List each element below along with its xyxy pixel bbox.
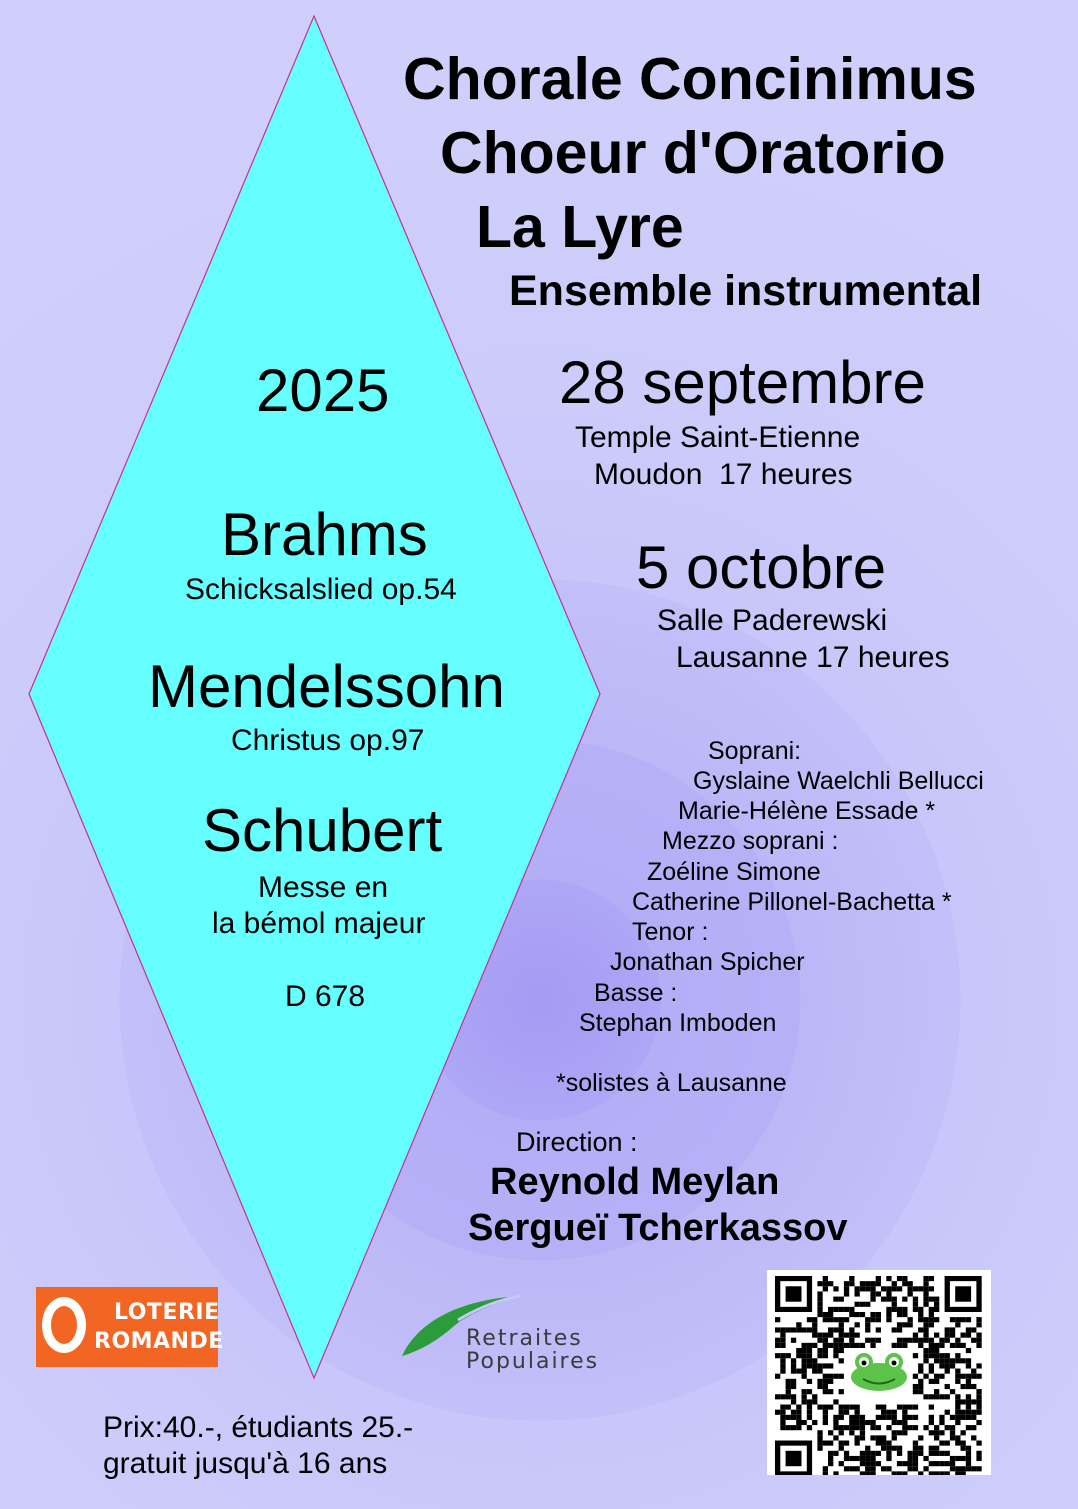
soloist-line: Soprani: [708, 737, 802, 765]
loterie-romande-logo [36, 1287, 224, 1367]
composer-mendelssohn: Mendelssohn [148, 653, 505, 720]
concert-place-1: Moudon 17 heures [594, 458, 853, 491]
direction-label: Direction : [516, 1127, 638, 1157]
concert-place-2: Lausanne 17 heures [676, 641, 950, 674]
qr-code-icon[interactable] [767, 1270, 991, 1475]
work-brahms: Schicksalslied op.54 [185, 573, 457, 606]
soloist-line: Stephan Imboden [579, 1009, 777, 1037]
frog-icon [851, 1353, 907, 1391]
choir-title-2: Choeur d'Oratorio [440, 120, 946, 186]
choir-title-1: Chorale Concinimus [403, 46, 977, 112]
year: 2025 [256, 357, 390, 424]
director-2: Sergueï Tcherkassov [468, 1207, 848, 1249]
loterie-text-2: ROMANDE [94, 1329, 224, 1354]
choir-title-3: La Lyre [476, 194, 684, 260]
soloist-line: Gyslaine Waelchli Bellucci [693, 767, 984, 795]
work-schubert-line1: Messe en [258, 871, 389, 904]
soloist-line: Basse : [594, 979, 678, 1007]
work-mendelssohn: Christus op.97 [231, 724, 425, 757]
soloists-note: *solistes à Lausanne [556, 1069, 787, 1097]
rp-text-1: Retraites [466, 1326, 583, 1351]
soloist-line: Marie-Hélène Essade * [678, 797, 936, 825]
soloist-line: Mezzo soprani : [662, 827, 839, 855]
work-schubert-line2: la bémol majeur [212, 907, 426, 940]
soloist-line: Catherine Pillonel-Bachetta * [632, 888, 952, 916]
loterie-text-1: LOTERIE [114, 1300, 220, 1325]
soloist-line: Tenor : [632, 918, 709, 946]
soloist-line: Jonathan Spicher [610, 948, 805, 976]
concert-venue-2: Salle Paderewski [657, 604, 888, 637]
ensemble-title: Ensemble instrumental [509, 267, 983, 315]
work-schubert-catalog: D 678 [285, 980, 366, 1013]
composer-brahms: Brahms [221, 501, 428, 568]
concert-venue-1: Temple Saint-Etienne [575, 421, 861, 454]
concert-date-1: 28 septembre [559, 349, 926, 416]
price-line-2: gratuit jusqu'à 16 ans [103, 1447, 388, 1480]
rp-text-2: Populaires [466, 1349, 600, 1374]
concert-date-2: 5 octobre [636, 534, 887, 601]
loterie-ring-icon [42, 1297, 86, 1353]
composer-schubert: Schubert [202, 797, 443, 864]
soloist-line: Zoéline Simone [647, 858, 821, 886]
price-line-1: Prix:40.-, étudiants 25.- [103, 1411, 414, 1444]
director-1: Reynold Meylan [490, 1161, 780, 1203]
